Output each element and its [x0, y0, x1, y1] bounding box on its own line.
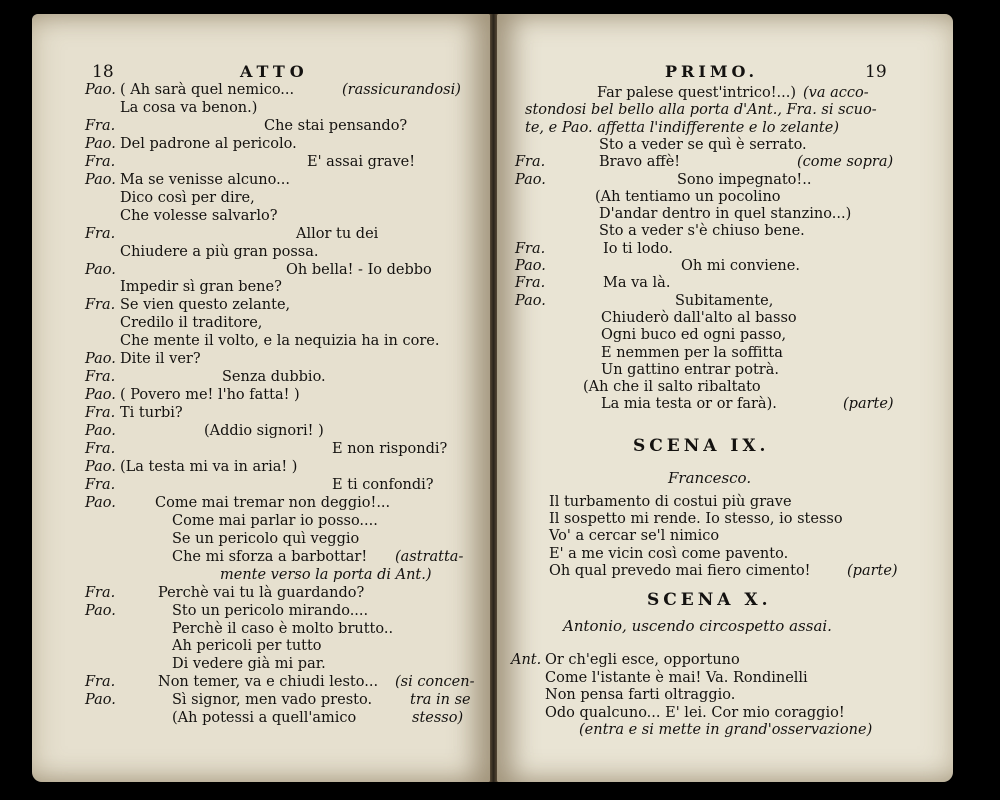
line-text: Sono impegnato!.. — [677, 171, 812, 188]
line-text: E' a me vicin così come pavento. — [549, 545, 789, 562]
line-text: Subitamente, — [675, 292, 774, 309]
line-text: Dite il ver? — [120, 351, 201, 368]
speaker-name: Pao. — [515, 292, 546, 309]
line-text: Il turbamento di costui più grave — [549, 494, 792, 510]
line-text: Perchè vai tu là guardando? — [158, 584, 365, 601]
speaker-name: Pao. — [85, 261, 116, 278]
speaker-name: Pao. — [85, 82, 116, 98]
line-text: E nemmen per la soffitta — [601, 344, 783, 361]
speaker-name: Pao. — [85, 458, 116, 475]
stage-direction: (astratta- — [395, 548, 464, 565]
speaker-name: Fra. — [515, 275, 546, 292]
speaker-name: Pao. — [85, 602, 116, 619]
speaker-name: Pao. — [85, 692, 116, 709]
line-text: Chiuderò dall'alto al basso — [601, 309, 797, 326]
line-text: Oh bella! - Io debbo — [286, 261, 432, 278]
speaker-name: Fra. — [85, 117, 116, 134]
speaker-name: Pao. — [515, 171, 546, 188]
stage-direction: (entra e si mette in grand'osservazione) — [579, 722, 873, 738]
line-text: Chiudere a più gran possa. — [120, 243, 319, 260]
stage-direction: (come sopra) — [797, 154, 894, 171]
line-text: Sto a veder se quì è serrato. — [599, 136, 807, 153]
speaker-name: Pao. — [85, 351, 116, 368]
line-text: D'andar dentro in quel stanzino...) — [599, 206, 852, 223]
line-text: Sto a veder s'è chiuso bene. — [599, 223, 805, 240]
speaker-name: Fra. — [515, 154, 546, 171]
running-header: PRIMO. — [665, 62, 759, 81]
line-text: Allor tu dei — [296, 225, 379, 242]
stage-direction: (va acco- — [803, 85, 869, 101]
page-number: 19 — [865, 62, 887, 82]
line-text: Che mi sforza a barbottar! — [172, 548, 368, 565]
line-text: Che volesse salvarlo? — [120, 207, 278, 224]
stage-direction: (parte) — [847, 562, 898, 579]
line-text: Vo' a cercar se'l nimico — [549, 528, 720, 545]
line-text: Non pensa farti oltraggio. — [545, 687, 736, 703]
speaker-name: Pao. — [85, 387, 116, 404]
stage-direction: (rassicurandosi) — [342, 82, 461, 98]
line-text: Senza dubbio. — [222, 369, 326, 386]
line-text: Come l'istante è mai! Va. Rondinelli — [545, 669, 808, 686]
line-text: La cosa va benon.) — [120, 99, 258, 116]
line-text: Come mai parlar io posso.... — [172, 512, 378, 529]
scene-character: Francesco. — [668, 469, 752, 487]
line-text: (Addio signori! ) — [204, 423, 324, 440]
line-text: (Ah che il salto ribaltato — [583, 379, 761, 396]
line-text: Io ti lodo. — [603, 240, 673, 257]
line-text: Come mai tremar non deggio!... — [155, 494, 391, 511]
line-text: E' assai grave! — [307, 153, 416, 170]
line-text: Credilo il traditore, — [120, 315, 263, 332]
line-text: E non rispondi? — [332, 441, 448, 457]
speaker-name: Fra. — [85, 297, 116, 314]
running-header: ATTO — [240, 62, 309, 81]
line-text: Oh qual prevedo mai fiero cimento! — [549, 562, 811, 579]
stage-direction: tra in se — [410, 692, 471, 709]
line-text: Sto un pericolo mirando.... — [172, 602, 369, 619]
line-text: Che stai pensando? — [264, 117, 408, 134]
line-text: Oh mi conviene. — [681, 258, 800, 274]
line-text: Perchè il caso è molto brutto.. — [172, 620, 394, 637]
speaker-name: Fra. — [85, 584, 116, 601]
speaker-name: Pao. — [85, 423, 116, 440]
scene-heading: SCENA X. — [647, 590, 772, 610]
line-text: La mia testa or or farà). — [601, 396, 777, 413]
line-text: Impedir sì gran bene? — [120, 279, 282, 296]
stage-direction: (si concen- — [395, 674, 475, 691]
line-text: Sì signor, men vado presto. — [172, 692, 373, 709]
line-text: Che mente il volto, e la nequizia ha in core. — [120, 333, 440, 350]
line-text: Ma va là. — [603, 275, 671, 292]
page-number: 18 — [92, 62, 114, 82]
stage-direction: stondosi bel bello alla porta d'Ant., Fra. si scuo- — [525, 102, 877, 119]
line-text: Odo qualcuno... E' lei. Cor mio coraggio! — [545, 704, 845, 721]
speaker-name: Pao. — [85, 135, 116, 152]
stage-direction: stesso) — [412, 710, 464, 727]
left-page — [32, 14, 490, 782]
line-text: Il sospetto mi rende. Io stesso, io stesso — [549, 511, 843, 528]
stage-direction: te, e Pao. affetta l'indifferente e lo zelante) — [525, 119, 839, 136]
speaker-name: Fra. — [85, 674, 116, 691]
speaker-name: Fra. — [85, 476, 116, 493]
speaker-name: Fra. — [85, 153, 116, 170]
stage-direction: mente verso la porta di Ant.) — [220, 566, 432, 583]
line-text: E ti confondi? — [332, 476, 434, 493]
stage-direction: (parte) — [843, 396, 894, 413]
speaker-name: Fra. — [85, 405, 116, 422]
line-text: Non temer, va e chiudi lesto... — [158, 674, 379, 691]
right-page — [497, 14, 953, 782]
line-text: Ah pericoli per tutto — [172, 638, 322, 655]
line-text: Ma se venisse alcuno... — [120, 171, 290, 188]
line-text: Ogni buco ed ogni passo, — [601, 327, 787, 344]
speaker-name: Fra. — [515, 240, 546, 257]
line-text: ( Povero me! l'ho fatta! ) — [120, 387, 300, 404]
line-text: (Ah tentiamo un pocolino — [595, 188, 781, 205]
speaker-name: Fra. — [85, 225, 116, 242]
line-text: Se vien questo zelante, — [120, 297, 291, 314]
scene-character: Antonio, uscendo circospetto assai. — [563, 617, 832, 635]
line-text: (Ah potessi a quell'amico — [172, 710, 357, 727]
line-text: Se un pericolo quì veggio — [172, 530, 360, 547]
speaker-name: Ant. — [511, 652, 542, 668]
speaker-name: Fra. — [85, 441, 116, 457]
speaker-name: Pao. — [85, 494, 116, 511]
line-text: Del padrone al pericolo. — [120, 135, 297, 152]
speaker-name: Fra. — [85, 369, 116, 386]
line-text: Far palese quest'intrico!...) — [597, 85, 797, 101]
line-text: Ti turbi? — [120, 405, 183, 422]
line-text: Or ch'egli esce, opportuno — [545, 652, 740, 668]
line-text: Di vedere già mi par. — [172, 656, 326, 673]
line-text: (La testa mi va in aria! ) — [120, 458, 298, 475]
line-text: Un gattino entrar potrà. — [601, 361, 779, 378]
line-text: ( Ah sarà quel nemico... — [120, 82, 295, 98]
speaker-name: Pao. — [515, 258, 546, 274]
speaker-name: Pao. — [85, 171, 116, 188]
scene-heading: SCENA IX. — [633, 436, 770, 456]
line-text: Dico così per dire, — [120, 189, 255, 206]
line-text: Bravo affè! — [599, 154, 681, 171]
